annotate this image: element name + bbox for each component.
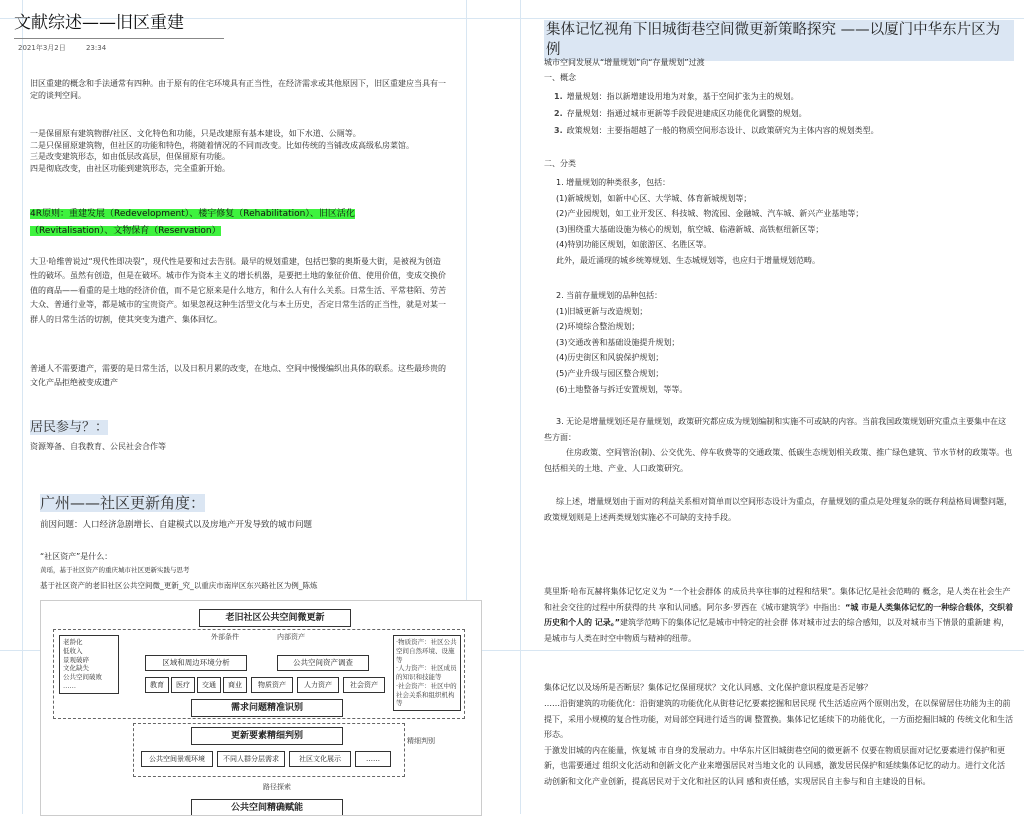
stock-list: 2. 当前存量规划的品种包括： (1)旧城更新与改造规划； (2)环境综合整治规划； (3)交通改善和基础设施提升规划； (4)历史街区和风貌保护规划； (5)产业升级与园区整合规划； (6)土地整备与拆迁安置规划，等等。 (556, 288, 687, 397)
list-item: (1)旧城更新与改造规划； (556, 306, 648, 316)
cell-medical: 医疗 (171, 677, 195, 693)
list-item: (2)产业园规划，如工业开发区、科技城、物流园、金融城、汽车城、新兴产业基地等； (556, 209, 864, 219)
guangzhou-heading: 广州——社区更新角度： (40, 494, 206, 512)
cell-education: 教育 (145, 677, 169, 693)
sub-cell-needs: 不同人群分层需求 (217, 751, 285, 767)
cell-commerce: 商业 (223, 677, 247, 693)
sub-cell-culture: 社区文化展示 (289, 751, 351, 767)
path-label: 路径探索 (263, 783, 291, 791)
fine-judgement-label: 精细判别 (407, 737, 435, 745)
cell-transport: 交通 (197, 677, 221, 693)
list-item: 一是保留原有建筑物群/社区、文化特色和功能，只是改建原有基本建设，如下水道、公厕等。 (30, 129, 361, 138)
internal-label: 内部资产 (277, 633, 305, 641)
classification-heading: 二、分类 (544, 159, 576, 168)
reference-2: 基于社区资产的老旧社区公共空间微_更新_究_以重庆市南岸区东兴路社区为例_陈炼 (40, 581, 318, 590)
bottom-box: 公共空间精确赋能 (191, 799, 343, 816)
cell-physical-assets: 物质资产 (251, 677, 293, 693)
list-item: 三是改变建筑形态，如由低层改高层，但保留原有功能。 (30, 152, 230, 162)
list-item: (5)产业升级与园区整合规划； (556, 368, 664, 378)
policy-paragraph: 3. 无论是增量规划还是存量规划，政策研究都应成为规划编制和实施不可或缺的内容。当前我国政策规划研究重点主要集中在这些方面： 住房政策、空间管治(制)、公交优先、停车收费等的交通政策、低碳生态规划相关政策、推广绿色建筑、节水节材的政策等。也包括相关的土地、产业、人口政策研究。 (544, 417, 1013, 473)
reference-1: 黄瑶，基于社区资产的重庆城市社区更新实践与思考 (40, 566, 190, 574)
intro-paragraph: 旧区重建的概念和手法通常有四种。由于原有的住宅环境具有正当性，在经济需求或其他原因下，旧区重建应当具有一定的谈判空间。 (30, 79, 446, 100)
note-date: 2021年3月2日 (18, 44, 66, 52)
list-item: (3)交通改善和基础设施提升规划； (556, 337, 680, 347)
cell-human-assets: 人力资产 (297, 677, 339, 693)
list-item: 二是只保留原建筑物，但社区的功能和特色，将随着情况的不同而改变。比如传统的当铺改成高级私房菜馆。 (30, 140, 414, 150)
need-box: 需求问题精准识别 (191, 699, 343, 717)
list-item: (2)环境综合整治规划； (556, 322, 640, 332)
concept-list (554, 88, 879, 140)
list-item: (6)土地整备与拆迁安置规划，等等。 (556, 384, 688, 394)
participation-heading: 居民参与？： (30, 420, 109, 435)
concept-heading: 一、概念 (544, 73, 576, 82)
page-guide-line (520, 0, 521, 814)
assets-box: 公共空间资产调查 (277, 655, 369, 671)
guangzhou-problem: 前因问题：人口经济急剧增长、自建模式以及房地产开发导致的城市问题 (40, 520, 313, 530)
list-item: 此外，最近涌现的城乡统筹规划、生态城规划等，也应归于增量规划范畴。 (556, 255, 820, 265)
page-guide-line (22, 0, 23, 814)
memory-question: 集体记忆以及场所是否断层？集体记忆保留现状？文化认同感、文化保护意识程度是否足够？ (544, 683, 872, 692)
right-title: 集体记忆视角下旧城街巷空间微更新策略探究 ——以厦门中华东片区为例 (544, 20, 1014, 61)
sub-cell-landscape: 公共空间景观环境 (141, 751, 213, 767)
principle-highlight: 4R原则：重建发展（Redevelopment）、楼宇修复（Rehabilitation）、旧区活化（Revitalisation）、文物保育（Reservation） (30, 209, 355, 236)
problem-list: 老龄化 低收入 景观破碎 文化缺失 公共空间破败 …… (59, 635, 119, 694)
sub-cell-more: …… (355, 751, 391, 767)
summary-paragraph: 综上述，增量规划由于面对的利益关系相对简单而以空间形态设计为重点，存量规划的重点是处理复杂的既存利益格局调整问题，政策规划则是上述两类规划实施必不可缺的支持手段。 (544, 497, 1012, 522)
external-label: 外部条件 (211, 633, 239, 641)
list-item: 3. 政策规划：主要指超越了一般的物质空间形态设计、以政策研究为主体内容的规划类型。 (554, 126, 879, 136)
memory-strategy: ……沿街建筑的功能优化：沿街建筑的功能优化从街巷记忆要素挖掘和居民现 代生活适应两个原则出发，在以保留居住功能为主的前提下，采用小规模的复合性功能，对局部空间进行适当的调 整置换。集体记忆延续下的功能优化，一方面挖掘旧城的 传统文化和生活形态。 于激发旧城的内在能量，恢复城 市自身的发展动力。中华东片区旧城街巷空间的微更新不 仅要在物质层面对记忆要素进行保护和更新，也需要通过 组织文化活动和创新文化产业来增强居民对当地文化的 认同感，激发居民保护和延续集体记忆的动力。进行文化活 动创新和文化产业创新，提高居民对于文化和社区的认同 感和责任感，实现居民自主参与和自主建设的目标。 (544, 699, 1014, 786)
note-meta (18, 43, 124, 54)
renewal-flow-diagram (40, 600, 482, 816)
cell-social-assets: 社会资产 (343, 677, 385, 693)
planning-shift: 城市空间发展从“增量规划”向“存量规划”过渡 (544, 58, 705, 67)
rossi-quote: “城 市是人类集体记忆的一种综合载体，交织着历史和个人的 记录。” (544, 602, 1014, 628)
list-item: (1)新城规划，如新中心区、大学城、体育新城规划等； (556, 193, 752, 203)
memory-definition: 莫里斯·哈布瓦赫将集体记忆定义为 “一个社会群体 的成员共享往事的过程和结果”。集体记忆是社会范畴的 概念，是人类在社会生产和社会交往的过程中所获得的共 享和认同感。阿尔多·罗西在《城市建筑学》中指出：“城 市是人类集体记忆的一种综合载体，交织着历史和个人的 记录。”建筑学范畴下的集体记忆是城市中特定的社会群 体对城市过去的综合感知，以及对城市当下情景的重新建 构，是城市与人类在时空中物质与精神的纽带。 (544, 587, 1014, 643)
list-item: (4)历史街区和风貌保护规划； (556, 353, 664, 363)
harvey-paragraph: 大卫·哈维曾说过“现代性即决裂”，现代性是要和过去告别。最早的规划重建，包括巴黎的奥斯曼大街，是被视为创造性的破坏。虽然有创造，但是在破坏。城市作为资本主义的增长机器，是要把土地的象征价值、使用价值，变成交换价值的商品——看重的是土地的经济价值，而不是它原来是什么地方，和什么人有什么关系。日常生活、平常巷陌、劳苦大众、普通行业等，都是城市的宝贵资产。如果忽视这种生活型文化与本土历史，否定日常生活的正当性，就是对某一群人的日常生活的切割，使其突变为遗产、集体回忆。 (30, 257, 446, 324)
incremental-list: 1. 增量规划的种类很多，包括： (1)新城规划，如新中心区、大学城、体育新城规划等； (2)产业园规划，如工业开发区、科技城、物流园、金融城、汽车城、新兴产业基地等； (3)围绕重大基础设施为核心的规划，航空城、临港新城、高铁枢纽新区等； (4)特别功能区规划，如旅游区、名胜区等。 此外，最近涌现的城乡统筹规划、生态城规划等，也应归于增量规划范畴。 (556, 175, 863, 269)
environment-box: 区域和周边环境分析 (145, 655, 247, 671)
community-assets-question: “社区资产”是什么： (40, 552, 113, 561)
list-item: 1. 增量规划：指以新增建设用地为对象，基于空间扩张为主的规划。 (554, 92, 799, 101)
page-title: 文献综述——旧区重建 (14, 12, 224, 39)
renewal-types-list (30, 128, 450, 174)
factors-box: 更新要素精细判别 (191, 727, 343, 745)
list-item: (3)围绕重大基础设施为核心的规划，航空城、临港新城、高铁枢纽新区等； (556, 224, 824, 234)
diagram-top-title: 老旧社区公共空间微更新 (199, 609, 351, 627)
list-item: (4)特别功能区规划，如旅游区、名胜区等。 (556, 240, 712, 250)
note-time: 23:34 (85, 44, 107, 52)
asset-notes: ·物质资产：社区公共空间自然环境、设施等 ·人力资产：社区成员的知识和技能等 ·社会资产：社区中的社会关系和组织机构等 (393, 635, 461, 711)
participation-body: 资源筹备、自我教育、公民社会合作等 (30, 442, 166, 451)
heritage-paragraph: 普通人不需要遗产，需要的是日常生活，以及日积月累的改变，在地点、空间中慢慢编织出具体的联系。这些最珍贵的文化产品拒绝被变成遗产 (30, 364, 446, 388)
list-item: 2. 存量规划：指通过城市更新等手段促进建成区功能优化调整的规划。 (554, 109, 807, 119)
list-item: 四是彻底改变，由社区功能到建筑形态，完全重新开始。 (30, 163, 230, 173)
